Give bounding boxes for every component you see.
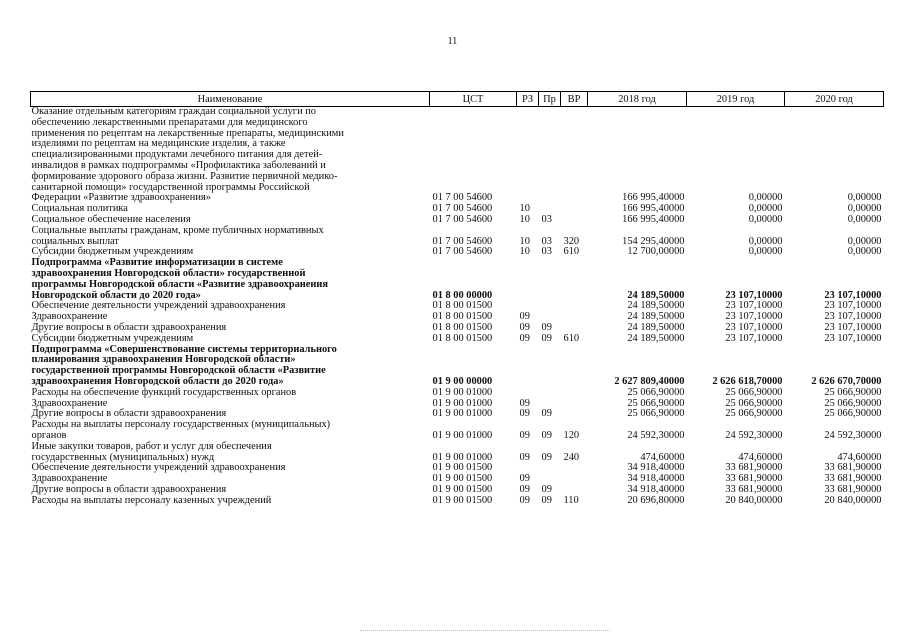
row-name-text: Подпрограмма «Совершенствование системы территориального планирования здравоохранения Новгородской области» государственной программы Новгородской области «Развитие здравоохранения Новгородской области до 2020 года»: [31, 343, 337, 387]
table-row: [31, 496, 884, 507]
header-pr: Пр: [539, 92, 561, 107]
row-2018: 25 066,90000: [627, 386, 685, 398]
row-2020: 0,00000: [847, 192, 882, 204]
row-2018: 24 189,50000: [627, 311, 685, 323]
row-vr: 110: [563, 494, 579, 506]
row-name-text: Расходы на обеспечение функций государственных органов: [31, 386, 297, 398]
header-vr: ВР: [561, 92, 588, 107]
row-cst: 01 7 00 54600: [432, 213, 493, 225]
row-name-text: Социальное обеспечение населения: [31, 213, 191, 225]
row-name-text: Социальная политика: [31, 203, 128, 215]
row-pr: 03: [541, 235, 552, 247]
row-cst: 01 7 00 54600: [432, 246, 493, 258]
row-cst: 01 9 00 00000: [432, 375, 493, 387]
row-vr: [561, 463, 588, 474]
row-2020: 0,00000: [847, 235, 882, 247]
row-2018: 24 189,50000: [627, 289, 685, 301]
row-2019: 0,00000: [748, 203, 783, 215]
table-row: [31, 442, 884, 464]
row-rz: 09: [519, 494, 530, 506]
row-cst: 01 9 00 01000: [432, 386, 493, 398]
row-cst: 01 8 00 01500: [432, 311, 493, 323]
row-rz: 09: [519, 321, 530, 333]
row-name-text: Расходы на выплаты персоналу казенных учреждений: [31, 494, 272, 506]
row-cst: 01 8 00 01500: [432, 321, 493, 333]
row-pr: 03: [541, 213, 552, 225]
row-pr: [539, 107, 561, 205]
row-vr: [561, 474, 588, 485]
row-name-text: Другие вопросы в области здравоохранения: [31, 321, 227, 333]
row-2019: 0,00000: [748, 192, 783, 204]
row-cst: 01 8 00 00000: [432, 289, 493, 301]
row-pr: [539, 301, 561, 312]
row-2018: 24 189,50000: [627, 332, 685, 344]
row-2020: 474,60000: [837, 451, 882, 463]
row-2020: 23 107,10000: [824, 289, 882, 301]
table-row: [31, 388, 884, 399]
row-name-text: Субсидии бюджетным учреждениям: [31, 332, 194, 344]
row-rz: [517, 345, 539, 388]
row-name-text: Обеспечение деятельности учреждений здравоохранения: [31, 462, 286, 474]
row-2019: 23 107,10000: [725, 311, 783, 323]
row-2020: 33 681,90000: [824, 473, 882, 485]
row-2018: 25 066,90000: [627, 397, 685, 409]
row-pr: 09: [541, 451, 552, 463]
row-pr: [539, 463, 561, 474]
row-2018: 12 700,00000: [627, 246, 685, 258]
row-2020: 25 066,90000: [824, 386, 882, 398]
row-vr: [561, 312, 588, 323]
row-2018: 166 995,40000: [622, 213, 685, 225]
row-name-text: Оказание отдельным категориям граждан социальной услуги по обеспечению лекарственными препаратами для медицинского применения по рецептам на лекарственные препараты, медицинскими изделиями по рецептам на медицинские изделия, а также специализированными продуктами лечебного питания для детей- инвалидов в рамках подпрограммы «Профилактика заболеваний и формирование здорового образа жизни. Развитие первичной медико- санитарной помощи» государственной программы Российской Федерации «Развитие здравоохранения»: [31, 106, 344, 204]
row-2020: 23 107,10000: [824, 332, 882, 344]
row-2019: 20 840,00000: [725, 494, 783, 506]
row-2018: 24 592,30000: [627, 429, 685, 441]
row-2020: 23 107,10000: [824, 311, 882, 323]
row-pr: [539, 258, 561, 301]
row-2019: 474,60000: [738, 451, 783, 463]
row-2019: 25 066,90000: [725, 397, 783, 409]
row-2018: 166 995,40000: [622, 203, 685, 215]
header-name: Наименование: [31, 92, 430, 107]
row-name: [31, 420, 430, 442]
row-name: [31, 496, 430, 507]
row-2020: 0,00000: [847, 246, 882, 258]
row-2019: 25 066,90000: [725, 408, 783, 420]
header-cst: ЦСТ: [430, 92, 517, 107]
row-rz: 10: [519, 203, 530, 215]
row-cst: 01 9 00 01000: [432, 397, 493, 409]
row-name-text: Здравоохранение: [31, 311, 108, 323]
row-2020: 23 107,10000: [824, 321, 882, 333]
row-name-text: Другие вопросы в области здравоохранения: [31, 483, 227, 495]
table-row: [31, 107, 884, 205]
row-vr: [561, 399, 588, 410]
row-name-text: Обеспечение деятельности учреждений здравоохранения: [31, 300, 286, 312]
row-vr: [561, 107, 588, 205]
row-vr: 120: [563, 429, 580, 441]
row-vr: [561, 409, 588, 420]
page-bottom-edge: [360, 630, 610, 633]
row-name-text: Иные закупки товаров, работ и услуг для обеспечения государственных (муниципальных) нужд: [31, 440, 272, 463]
row-name: [31, 345, 430, 388]
row-name-text: Расходы на выплаты персоналу государственных (муниципальных) органов: [31, 419, 331, 441]
row-2019: 2 626 618,70000: [712, 375, 783, 387]
row-2019: 0,00000: [748, 246, 783, 258]
row-rz: [517, 258, 539, 301]
row-2018: 166 995,40000: [622, 192, 685, 204]
row-cst: 01 8 00 01500: [432, 332, 493, 344]
row-name: [31, 258, 430, 301]
row-2019: 25 066,90000: [725, 386, 783, 398]
row-2018: 34 918,40000: [627, 483, 685, 495]
row-rz: 09: [519, 311, 530, 323]
row-2018: 2 627 809,40000: [614, 375, 685, 387]
row-name-text: Здравоохранение: [31, 473, 108, 485]
row-2018: 154 295,40000: [622, 235, 685, 247]
row-vr: [561, 215, 588, 226]
row-2019: 33 681,90000: [725, 483, 783, 495]
row-name-text: Здравоохранение: [31, 397, 108, 409]
row-2018: 34 918,40000: [627, 462, 685, 474]
row-2019: 23 107,10000: [725, 332, 783, 344]
row-cst: 01 9 00 01500: [432, 494, 493, 506]
row-vr: 240: [563, 451, 580, 463]
row-name-text: Субсидии бюджетным учреждениям: [31, 246, 194, 258]
header-rz: РЗ: [517, 92, 539, 107]
row-pr: 09: [541, 429, 552, 441]
row-2019: 23 107,10000: [725, 300, 783, 312]
row-cst: 01 7 00 54600: [432, 192, 493, 204]
row-2019: 0,00000: [748, 235, 783, 247]
row-rz: [517, 388, 539, 399]
table-body: [31, 107, 884, 507]
row-vr: 610: [563, 246, 580, 258]
row-rz: 10: [519, 213, 530, 225]
row-2020: 0,00000: [847, 213, 882, 225]
row-2020: 33 681,90000: [824, 483, 882, 495]
row-cst: 01 9 00 01500: [432, 483, 493, 495]
row-cst: 01 7 00 54600: [432, 235, 493, 247]
row-name: [31, 226, 430, 248]
row-2019: 0,00000: [748, 213, 783, 225]
row-rz: 09: [519, 332, 530, 344]
row-2020: 0,00000: [847, 203, 882, 215]
row-cst: 01 7 00 54600: [432, 203, 493, 215]
row-cst: 01 8 00 01500: [432, 300, 493, 312]
row-2018: 25 066,90000: [627, 408, 685, 420]
row-rz: 09: [519, 483, 530, 495]
row-2020: 25 066,90000: [824, 408, 882, 420]
row-cst: 01 9 00 01500: [432, 473, 493, 485]
row-name: [31, 442, 430, 464]
budget-table: [30, 91, 884, 506]
row-pr: [539, 345, 561, 388]
row-rz: 09: [519, 397, 530, 409]
table-row: [31, 258, 884, 301]
row-vr: 610: [563, 332, 580, 344]
table-header: [31, 92, 884, 107]
row-vr: [561, 204, 588, 215]
row-2018: 24 189,50000: [627, 300, 685, 312]
row-rz: 09: [519, 429, 530, 441]
row-rz: [517, 107, 539, 205]
row-pr: 09: [541, 408, 552, 420]
page-number: 11: [447, 36, 458, 47]
row-2018: 20 696,80000: [627, 494, 685, 506]
row-cst: 01 9 00 01500: [432, 462, 493, 474]
row-rz: 09: [519, 451, 530, 463]
row-2020: 2 626 670,70000: [811, 375, 882, 387]
row-2019: 33 681,90000: [725, 473, 783, 485]
row-name-text: Другие вопросы в области здравоохранения: [31, 408, 227, 420]
header-2018: 2018 год: [588, 92, 687, 107]
row-name-text: Социальные выплаты гражданам, кроме публичных нормативных социальных выплат: [31, 224, 324, 247]
header-2020: 2020 год: [785, 92, 884, 107]
row-2018: 24 189,50000: [627, 321, 685, 333]
row-2020: 20 840,00000: [824, 494, 882, 506]
row-rz: 10: [519, 235, 530, 247]
row-rz: 09: [519, 408, 530, 420]
row-pr: 03: [541, 246, 552, 258]
row-2018: 474,60000: [640, 451, 685, 463]
row-pr: 09: [541, 494, 552, 506]
row-2020: 23 107,10000: [824, 300, 882, 312]
header-2019: 2019 год: [687, 92, 785, 107]
row-2020: 24 592,30000: [824, 429, 882, 441]
row-vr: [561, 258, 588, 301]
row-vr: [561, 301, 588, 312]
row-pr: [539, 388, 561, 399]
row-pr: 09: [541, 483, 552, 495]
row-2019: 23 107,10000: [725, 321, 783, 333]
row-2019: 33 681,90000: [725, 462, 783, 474]
row-rz: 10: [519, 246, 530, 258]
row-2020: 25 066,90000: [824, 397, 882, 409]
table-row: [31, 420, 884, 442]
row-pr: 09: [541, 321, 552, 333]
row-cst: 01 9 00 01000: [432, 408, 493, 420]
row-2020: 33 681,90000: [824, 462, 882, 474]
row-name-text: Подпрограмма «Развитие информатизации в системе здравоохранения Новгородской области» государственной программы Новгородской области «Развитие здравоохранения Новгородской области до 2020 года»: [31, 257, 328, 301]
row-vr: 320: [563, 235, 580, 247]
row-cst: 01 9 00 01000: [432, 429, 493, 441]
row-pr: 09: [541, 332, 552, 344]
row-name: [31, 107, 430, 205]
table-row: [31, 226, 884, 248]
row-2018: 34 918,40000: [627, 473, 685, 485]
row-rz: 09: [519, 473, 530, 485]
row-cst: 01 9 00 01000: [432, 451, 493, 463]
row-2019: 23 107,10000: [725, 289, 783, 301]
row-vr: [561, 345, 588, 388]
row-2019: 24 592,30000: [725, 429, 783, 441]
table-row: [31, 345, 884, 388]
row-vr: [561, 388, 588, 399]
